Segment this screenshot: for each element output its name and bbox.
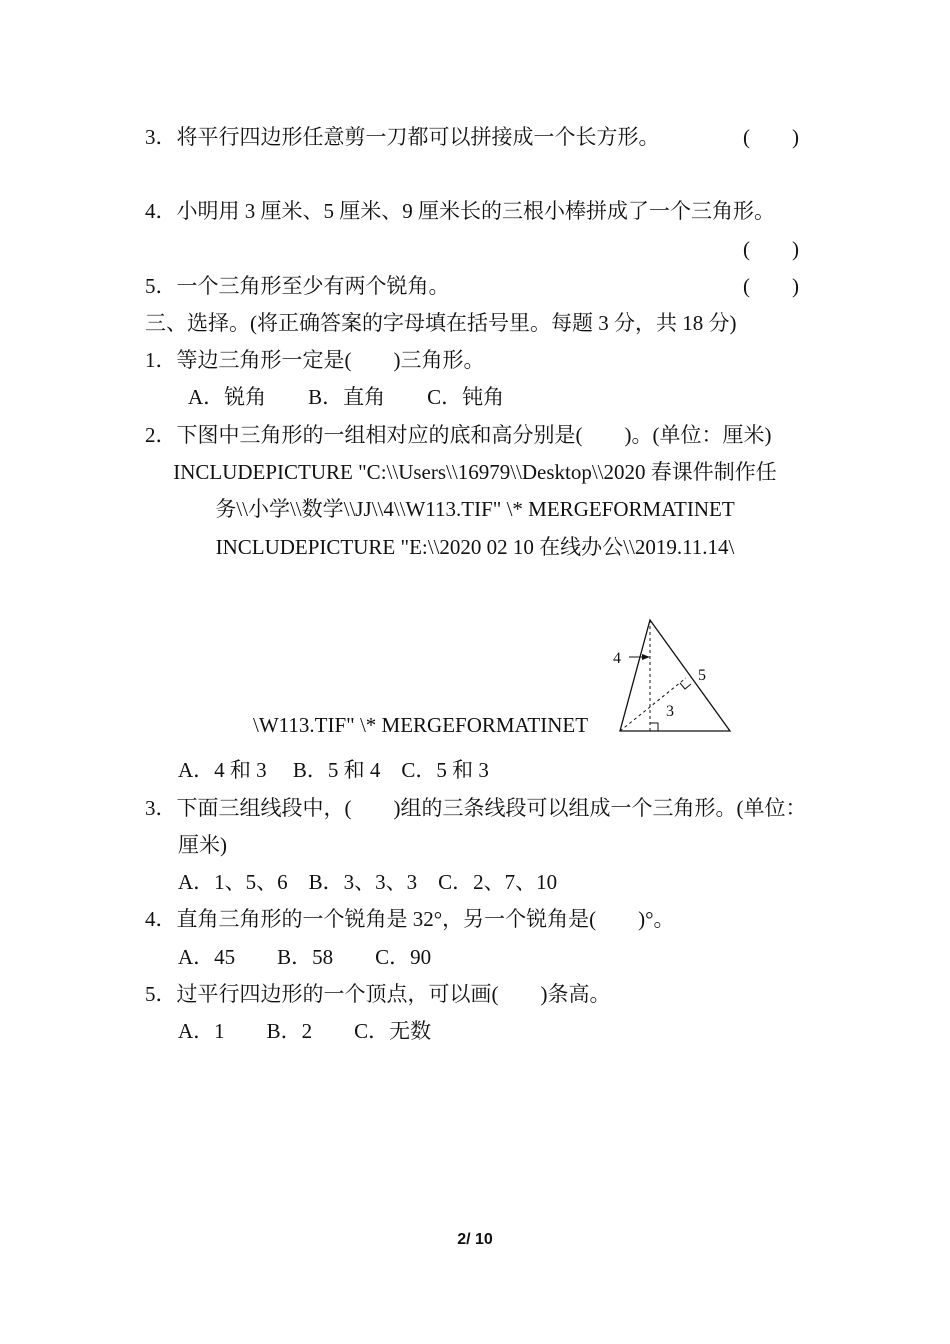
triangle-figure xyxy=(605,612,740,737)
question-4-options: A．45 B．58 C．90 xyxy=(178,945,432,969)
arrow-head xyxy=(642,654,650,660)
answer-paren-4: ( ) xyxy=(743,237,799,261)
figure-label-right: 5 xyxy=(698,667,706,684)
answer-paren-3: ( ) xyxy=(743,125,799,149)
question-1-options: A．锐角 B．直角 C．钝角 xyxy=(188,385,505,409)
question-5-stem: 5．过平行四边形的一个顶点，可以画( )条高。 xyxy=(145,982,611,1006)
judgment-item-4: 4．小明用 3 厘米、5 厘米、9 厘米长的三根小棒拼成了一个三角形。 xyxy=(145,199,775,223)
triangle-outline xyxy=(620,620,730,731)
question-3-stem-cont: 厘米) xyxy=(178,833,227,857)
right-angle-mark-side xyxy=(680,683,691,689)
question-4-stem: 4．直角三角形的一个锐角是 32°，另一个锐角是( )°。 xyxy=(145,907,675,931)
question-2-options: A．4 和 3 B．5 和 4 C．5 和 3 xyxy=(178,758,489,782)
field-code-line-4: \W113.TIF" \* MERGEFORMATINET xyxy=(253,713,589,737)
figure-label-inner: 3 xyxy=(666,703,674,720)
question-1-stem: 1．等边三角形一定是( )三角形。 xyxy=(145,348,485,372)
judgment-item-5: 5．一个三角形至少有两个锐角。 xyxy=(145,274,450,298)
field-code-line-1: INCLUDEPICTURE "C:\\Users\\16979\\Desktop\\2020 春课件制作任 xyxy=(173,460,777,484)
question-3-options: A．1、5、6 B．3、3、3 C．2、7、10 xyxy=(178,870,558,894)
question-3-stem: 3．下面三组线段中，( )组的三条线段可以组成一个三角形。(单位： xyxy=(145,796,807,820)
page-number: 2/ 10 xyxy=(457,1231,493,1248)
field-code-line-3: INCLUDEPICTURE "E:\\2020 02 10 在线办公\\2019.11.14\ xyxy=(215,535,735,559)
question-5-options: A．1 B．2 C．无数 xyxy=(178,1019,432,1043)
figure-label-left: 4 xyxy=(613,650,621,667)
judgment-item-3: 3．将平行四边形任意剪一刀都可以拼接成一个长方形。 xyxy=(145,125,660,149)
section-heading: 三、选择。(将正确答案的字母填在括号里。每题 3 分，共 18 分) xyxy=(145,311,737,335)
answer-paren-5: ( ) xyxy=(743,274,799,298)
question-2-stem: 2．下图中三角形的一组相对应的底和高分别是( )。(单位：厘米) xyxy=(145,423,772,447)
field-code-line-2: 务\\小学\\数学\\JJ\\4\\W113.TIF" \* MERGEFORMATINET xyxy=(215,497,735,521)
right-angle-mark-bottom xyxy=(650,723,658,731)
